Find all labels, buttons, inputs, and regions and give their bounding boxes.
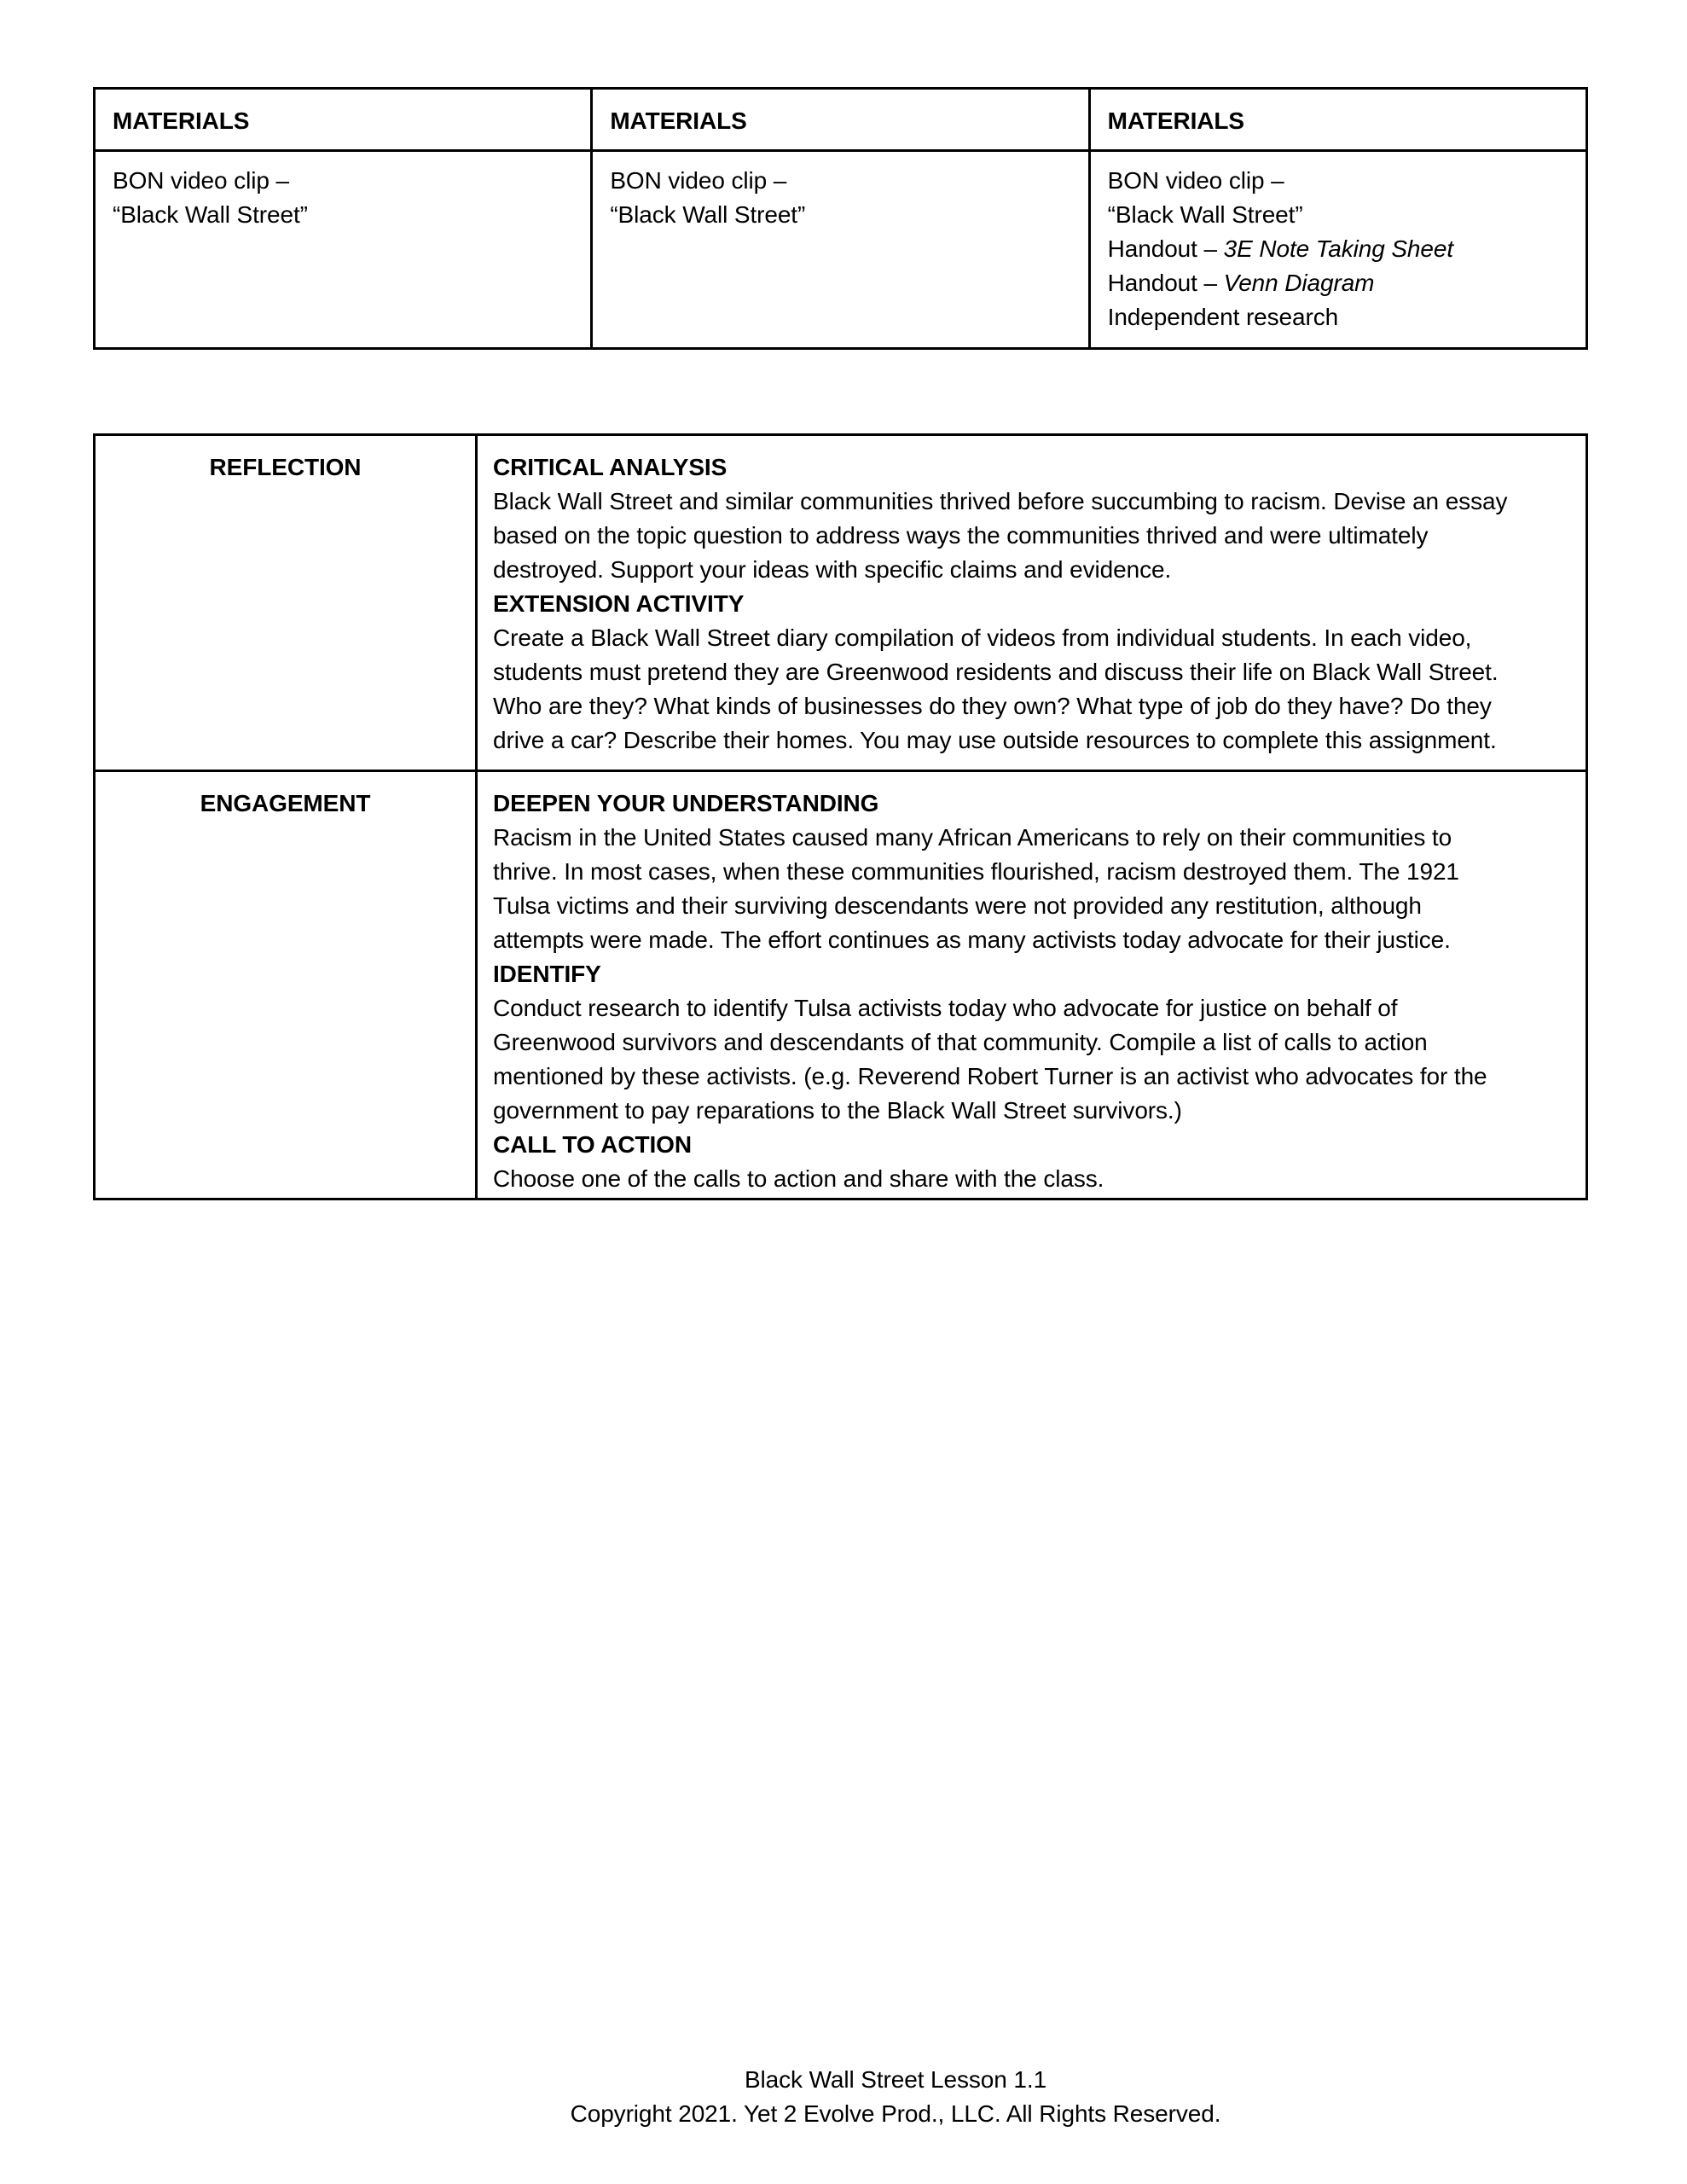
lesson-row-reflection (96, 436, 1586, 772)
materials-column-2 (590, 90, 1087, 347)
materials-item (610, 164, 1070, 198)
materials-table (93, 87, 1588, 350)
section-heading-call-to-action: CALL TO ACTION (493, 1131, 692, 1158)
materials-item (113, 164, 573, 198)
section-line: Black Wall Street and similar communities thrived before succumbing to racism. Devise an essay (493, 488, 1508, 514)
section-heading-deepen-your-understanding: DEEPEN YOUR UNDERSTANDING (493, 790, 879, 816)
footer-lesson-title: Black Wall Street Lesson 1.1 (744, 2066, 1047, 2093)
materials-item-text: “Black Wall Street” (1107, 201, 1303, 228)
section-line: thrive. In most cases, when these communities flourished, racism destroyed them. The 1921 (493, 858, 1459, 885)
materials-item-text: Independent research (1107, 304, 1339, 330)
section-line: based on the topic question to address ways the communities thrived and were ultimately (493, 522, 1429, 549)
reflection-content-cell (478, 436, 1586, 770)
materials-item-text: “Black Wall Street” (113, 201, 308, 228)
section-line: Racism in the United States caused many African Americans to rely on their communities to (493, 824, 1452, 851)
section-heading-extension-activity: EXTENSION ACTIVITY (493, 590, 745, 617)
page-footer (104, 2063, 1687, 2131)
materials-column-header: MATERIALS (593, 90, 1087, 152)
section-line: government to pay reparations to the Black Wall Street survivors.) (493, 1097, 1182, 1124)
materials-item (1108, 232, 1568, 266)
section-line: attempts were made. The effort continues as many activists today advocate for their justice. (493, 926, 1451, 953)
engagement-content-cell (478, 772, 1586, 1198)
section-line: drive a car? Describe their homes. You may use outside resources to complete this assignment. (493, 727, 1497, 753)
section-line: Who are they? What kinds of businesses do they own? What type of job do they have? Do they (493, 693, 1492, 719)
materials-item-italic-text: Venn Diagram (1223, 270, 1375, 296)
materials-item (1108, 198, 1568, 232)
section-line: Tulsa victims and their surviving descendants were not provided any restitution, although (493, 892, 1422, 919)
materials-item-text: BON video clip – (113, 167, 289, 194)
section-line: Create a Black Wall Street diary compilation of videos from individual students. In each video, (493, 624, 1472, 651)
materials-item (113, 198, 573, 232)
row-label-reflection: REFLECTION (96, 436, 478, 770)
materials-item-italic-text: 3E Note Taking Sheet (1223, 235, 1454, 262)
materials-column-1 (96, 90, 590, 347)
materials-item (1108, 164, 1568, 198)
lesson-row-engagement (96, 772, 1586, 1198)
section-heading-identify: IDENTIFY (493, 961, 601, 987)
materials-column-body (1091, 152, 1586, 347)
section-line: students must pretend they are Greenwood residents and discuss their life on Black Wall Street. (493, 659, 1499, 685)
section-line: Greenwood survivors and descendants of that community. Compile a list of calls to action (493, 1029, 1428, 1055)
materials-column-body (96, 152, 590, 347)
materials-item (610, 198, 1070, 232)
materials-item-text: Handout – (1107, 270, 1224, 296)
materials-column-header: MATERIALS (1091, 90, 1586, 152)
materials-item-text: “Black Wall Street” (610, 201, 806, 228)
lesson-table (93, 433, 1588, 1200)
materials-column-header: MATERIALS (96, 90, 590, 152)
materials-item (1108, 300, 1568, 334)
footer-copyright: Copyright 2021. Yet 2 Evolve Prod., LLC. All Rights Reserved. (570, 2100, 1221, 2127)
section-line: Choose one of the calls to action and share with the class. (493, 1165, 1104, 1192)
materials-item-text: BON video clip – (610, 167, 787, 194)
row-label-engagement: ENGAGEMENT (96, 772, 478, 1198)
materials-column-body (593, 152, 1087, 347)
materials-item-text: Handout – (1107, 235, 1224, 262)
materials-item-text: BON video clip – (1107, 167, 1284, 194)
section-heading-critical-analysis: CRITICAL ANALYSIS (493, 454, 728, 480)
section-line: destroyed. Support your ideas with specific claims and evidence. (493, 556, 1172, 583)
materials-item (1108, 266, 1568, 300)
section-line: mentioned by these activists. (e.g. Reverend Robert Turner is an activist who advocates for the (493, 1063, 1487, 1089)
materials-column-3 (1088, 90, 1586, 347)
section-line: Conduct research to identify Tulsa activists today who advocate for justice on behalf of (493, 995, 1398, 1021)
